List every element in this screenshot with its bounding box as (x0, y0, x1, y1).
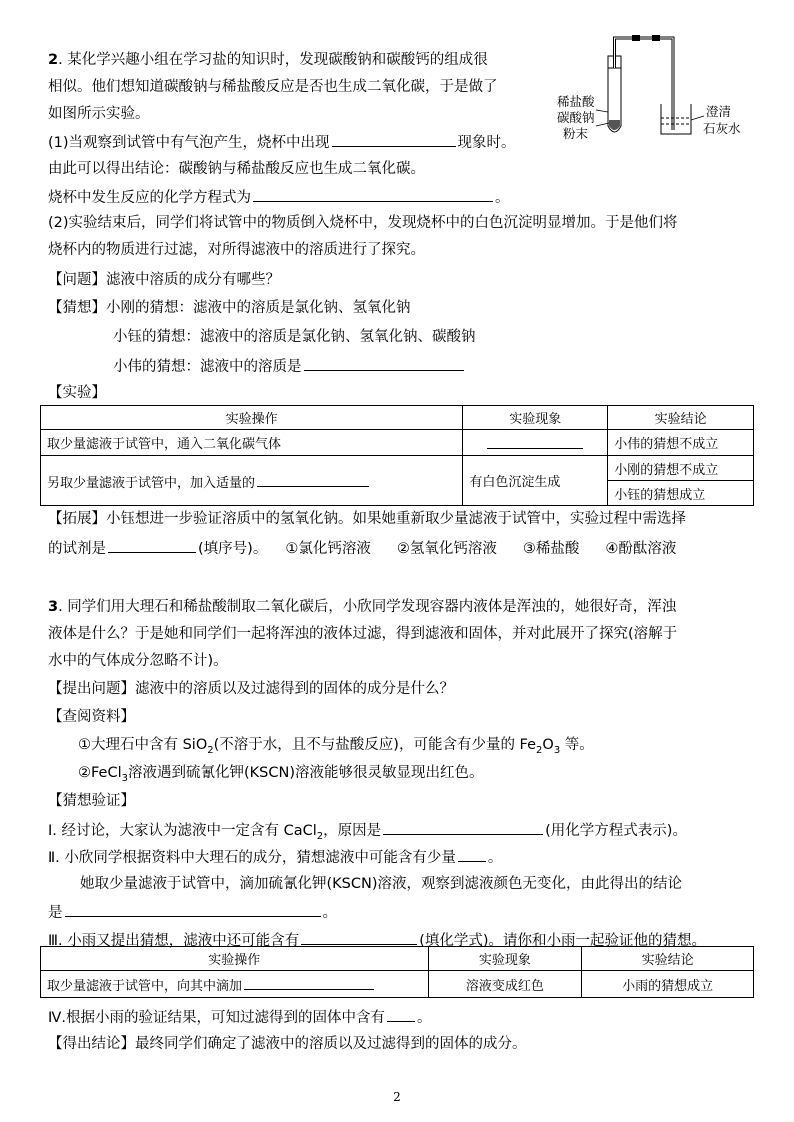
q3-problem: 【提出问题】滤液中的溶质以及过滤得到的固体的成分是什么？ (48, 681, 454, 697)
figure-label-acid: 稀盐酸 (557, 94, 595, 109)
delivery-tube-inner (615, 38, 674, 130)
q2-question: 【问题】滤液中溶质的成分有哪些？ (48, 272, 280, 288)
q3-line-2: 液体是什么？于是她和同学们一起将浑浊的液体过滤，得到滤液和固体，并对此展开了探究(溶解于 (48, 626, 678, 642)
option: ③稀盐酸 (522, 541, 580, 557)
figure-label-powder: 粉末 (563, 126, 589, 141)
table-header-row (41, 947, 754, 971)
answer-blank-substance[interactable] (458, 846, 486, 862)
q3-number: 3 (48, 599, 59, 615)
tube-joint (652, 35, 660, 41)
delivery-tube (615, 38, 674, 130)
beaker (661, 104, 691, 134)
option: ②氢氧化钙溶液 (396, 541, 497, 557)
q2-experiment-label: 【实验】 (48, 385, 106, 401)
q2-equation: 烧杯中发生反应的化学方程式为 。 (48, 186, 510, 208)
pointer-line (596, 123, 609, 126)
q2-extension-line-2: 的试剂是 (填序号)。 ①氯化钙溶液 ②氢氧化钙溶液 ③稀盐酸 ④酚酞溶液 (48, 537, 676, 559)
table-header: 实验现象 (463, 406, 608, 430)
q3-info-2: ②FeCl$_3$溶液遇到硫氰化钾(KSCN)溶液能够很灵敏显现出红色。 (78, 765, 484, 784)
table-header-row (41, 406, 754, 430)
q2-part1: (1)当观察到试管中有气泡产生，烧杯中出现 现象时。 (48, 131, 516, 153)
answer-blank-reagent[interactable] (257, 471, 369, 487)
table-header: 实验操作 (41, 947, 429, 971)
q2-line-2: 相似。他们想知道碳酸钠与稀盐酸反应是否也生成二氧化碳，于是做了 (48, 79, 498, 95)
table-header: 实验结论 (608, 406, 754, 430)
tube-joint (632, 35, 640, 41)
q3-info-1: ①大理石中含有 SiO$_2$(不溶于水，且不与盐酸反应)，可能含有少量的 $Fe_2O_3$ 等。 (78, 737, 594, 756)
q3-step-2c: 是 。 (48, 901, 337, 923)
figure-label-limewater: 石灰水 (703, 121, 741, 136)
table-cell-operation: 取少量滤液于试管中，通入二氧化碳气体 (41, 430, 463, 456)
q3-step-2b: 她取少量滤液于试管中，滴加硫氰化钾(KSCN)溶液，观察到滤液颜色无变化，由此得出的结论 (80, 876, 682, 892)
table-cell-phenomenon (463, 430, 608, 456)
answer-blank-equation[interactable] (253, 186, 493, 202)
table-header: 实验结论 (582, 947, 754, 971)
pointer-line (691, 116, 704, 120)
q2-experiment-table (40, 405, 754, 506)
q2-part2-line-2: 烧杯内的物质进行过滤，对所得滤液中的溶质进行了探究。 (48, 242, 425, 258)
q3-step-4: Ⅳ.根据小雨的验证结果，可知过滤得到的固体中含有 。 (48, 1006, 432, 1028)
q2-number: 2 (48, 52, 59, 68)
answer-blank-phenomenon-2[interactable] (487, 433, 583, 449)
powder (609, 120, 620, 130)
q2-extension-line-1: 【拓展】小钰想进一步验证溶质中的氢氧化钠。如果她重新取少量滤液于试管中，实验过程中需选择 (48, 511, 686, 527)
table-row (41, 456, 754, 481)
q3-step-2: Ⅱ. 小欣同学根据资料中大理石的成分，猜想滤液中可能含有少量 。 (48, 846, 502, 868)
q2-guess-1: 【猜想】小刚的猜想：滤液中的溶质是氯化钠、氢氧化钠 (48, 300, 411, 316)
page-number: 2 (393, 1090, 401, 1104)
pointer-line (596, 110, 608, 112)
q2-line-1: 2. 某化学兴趣小组在学习盐的知识时，发现碳酸钠和碳酸钙的组成很 (48, 52, 488, 68)
table-cell-operation: 另取少量滤液于试管中，加入适量的 (41, 456, 463, 506)
table-header: 实验操作 (41, 406, 463, 430)
option: ④酚酞溶液 (605, 541, 677, 557)
q3-info-title: 【查阅资料】 (48, 709, 135, 725)
q3-line-1: 3. 同学们用大理石和稀盐酸制取二氧化碳后，小欣同学发现容器内液体是浑浊的，她很好奇，浑浊 (48, 599, 677, 615)
answer-blank-equation-2[interactable] (383, 819, 543, 835)
table-cell-operation: 取少量滤液于试管中，向其中滴加 (41, 971, 429, 998)
table-cell-conclusion: 小钰的猜想成立 (608, 481, 754, 506)
table-row (41, 971, 754, 998)
table-header: 实验现象 (428, 947, 582, 971)
q2-part2-line-1: (2)实验结束后，同学们将试管中的物质倒入烧杯中，发现烧杯中的白色沉淀明显增加。于是他们将 (48, 215, 678, 231)
answer-blank-formula[interactable] (301, 929, 417, 945)
q3-step-3: Ⅲ. 小雨又提出猜想，滤液中还可能含有 (填化学式)。请你和小雨一起验证他的猜想。 (48, 929, 706, 951)
table-cell-conclusion: 小刚的猜想不成立 (608, 456, 754, 481)
q3-verify-title: 【猜想验证】 (48, 793, 135, 809)
answer-blank-phenomenon[interactable] (332, 131, 456, 147)
answer-blank-solid[interactable] (387, 1006, 415, 1022)
table-row (41, 430, 754, 456)
answer-blank-conclusion[interactable] (65, 901, 321, 917)
q2-line-3: 如图所示实验。 (48, 106, 150, 122)
q3-final: 【得出结论】最终同学们确定了滤液中的溶质以及过滤得到的固体的成分。 (48, 1036, 527, 1052)
q3-experiment-table (40, 946, 754, 998)
figure-label-clear: 澄清 (706, 104, 732, 119)
q2-guess-3: 小伟的猜想：滤液中的溶质是 (113, 355, 466, 377)
option: ①氯化钙溶液 (285, 541, 371, 557)
q3-step-1: Ⅰ. 经讨论，大家认为滤液中一定含有 CaCl$_2$，原因是 (用化学方程式表示)。 (48, 819, 687, 841)
table-cell-conclusion: 小伟的猜想不成立 (608, 430, 754, 456)
table-cell-phenomenon: 溶液变成红色 (428, 971, 582, 998)
table-cell-phenomenon: 有白色沉淀生成 (463, 456, 608, 506)
answer-blank-reagent-2[interactable] (244, 974, 374, 990)
answer-blank-guess[interactable] (304, 355, 464, 371)
q2-guess-2: 小钰的猜想：滤液中的溶质是氯化钠、氢氧化钠、碳酸钠 (113, 329, 476, 345)
q2-conclusion: 由此可以得出结论：碳酸钠与稀盐酸反应也生成二氧化碳。 (48, 161, 425, 177)
table-cell-conclusion: 小雨的猜想成立 (582, 971, 754, 998)
figure-label-sodium-carbonate: 碳酸钠 (557, 110, 595, 125)
answer-blank-reagent-choice[interactable] (108, 537, 196, 553)
q3-line-3: 水中的气体成分忽略不计)。 (48, 653, 228, 669)
